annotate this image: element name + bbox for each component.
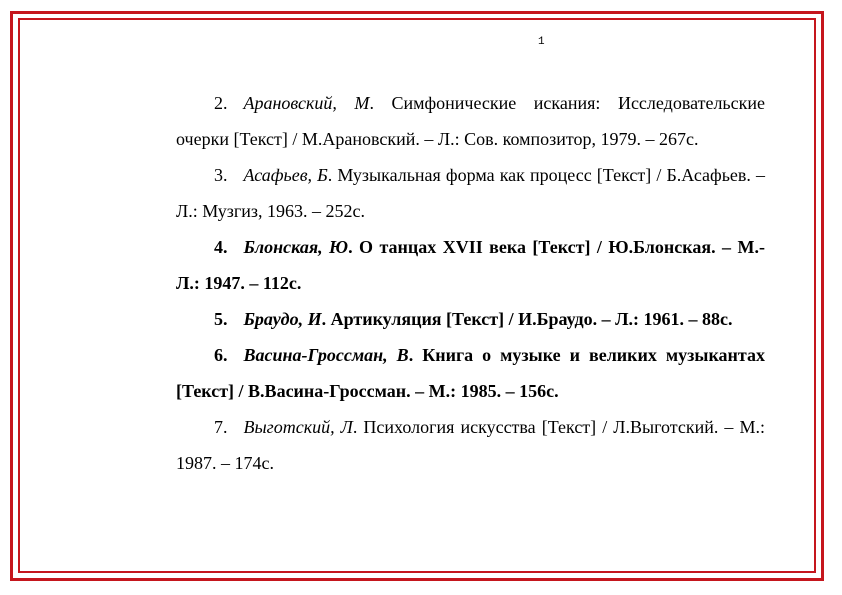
page-number: 1 — [538, 36, 545, 48]
bibliography-entry-3 — [176, 157, 765, 229]
entry-text: . Симфонические искания: Исследовательские очерки [Текст] / М.Арановский. – Л.: Сов. композитор, 1979. – 267с. — [176, 93, 766, 149]
entry-author: Блонская, Ю — [243, 237, 349, 257]
entry-text: . Музыкальная форма как процесс [Текст] / Б.Асафьев. – Л.: Музгиз, 1963. – 252с. — [176, 165, 765, 221]
entry-number: 3. — [214, 165, 228, 185]
bibliography-entry-6 — [176, 337, 765, 409]
entry-number: 5. — [214, 309, 228, 329]
bibliography-entry-7 — [176, 409, 765, 481]
entry-text: . Артикуляция [Текст] / И.Браудо. – Л.: 1961. – 88с. — [321, 309, 733, 329]
entry-author: Арановский, М — [243, 93, 370, 113]
entry-number: 7. — [214, 417, 228, 437]
entry-author: Васина-Гроссман, В — [243, 345, 409, 365]
bibliography-entry-4 — [176, 229, 765, 301]
entry-author: Браудо, И — [243, 309, 322, 329]
entry-text: . О танцах XVII века [Текст] / Ю.Блонская. – М.-Л.: 1947. – 112с. — [176, 237, 765, 293]
entry-text: . Психология искусства [Текст] / Л.Выготский. – М.: 1987. – 174с. — [176, 417, 765, 473]
entry-author: Выготский, Л — [243, 417, 353, 437]
entry-number: 4. — [214, 237, 228, 257]
bibliography-list — [176, 85, 765, 481]
bibliography-entry-5 — [176, 301, 765, 337]
entry-text: . Книга о музыке и великих музыкантах [Текст] / В.Васина-Гроссман. – М.: 1985. – 156с. — [176, 345, 765, 401]
entry-number: 6. — [214, 345, 228, 365]
entry-number: 2. — [214, 93, 228, 113]
bibliography-entry-2 — [176, 85, 765, 157]
entry-author: Асафьев, Б — [243, 165, 328, 185]
